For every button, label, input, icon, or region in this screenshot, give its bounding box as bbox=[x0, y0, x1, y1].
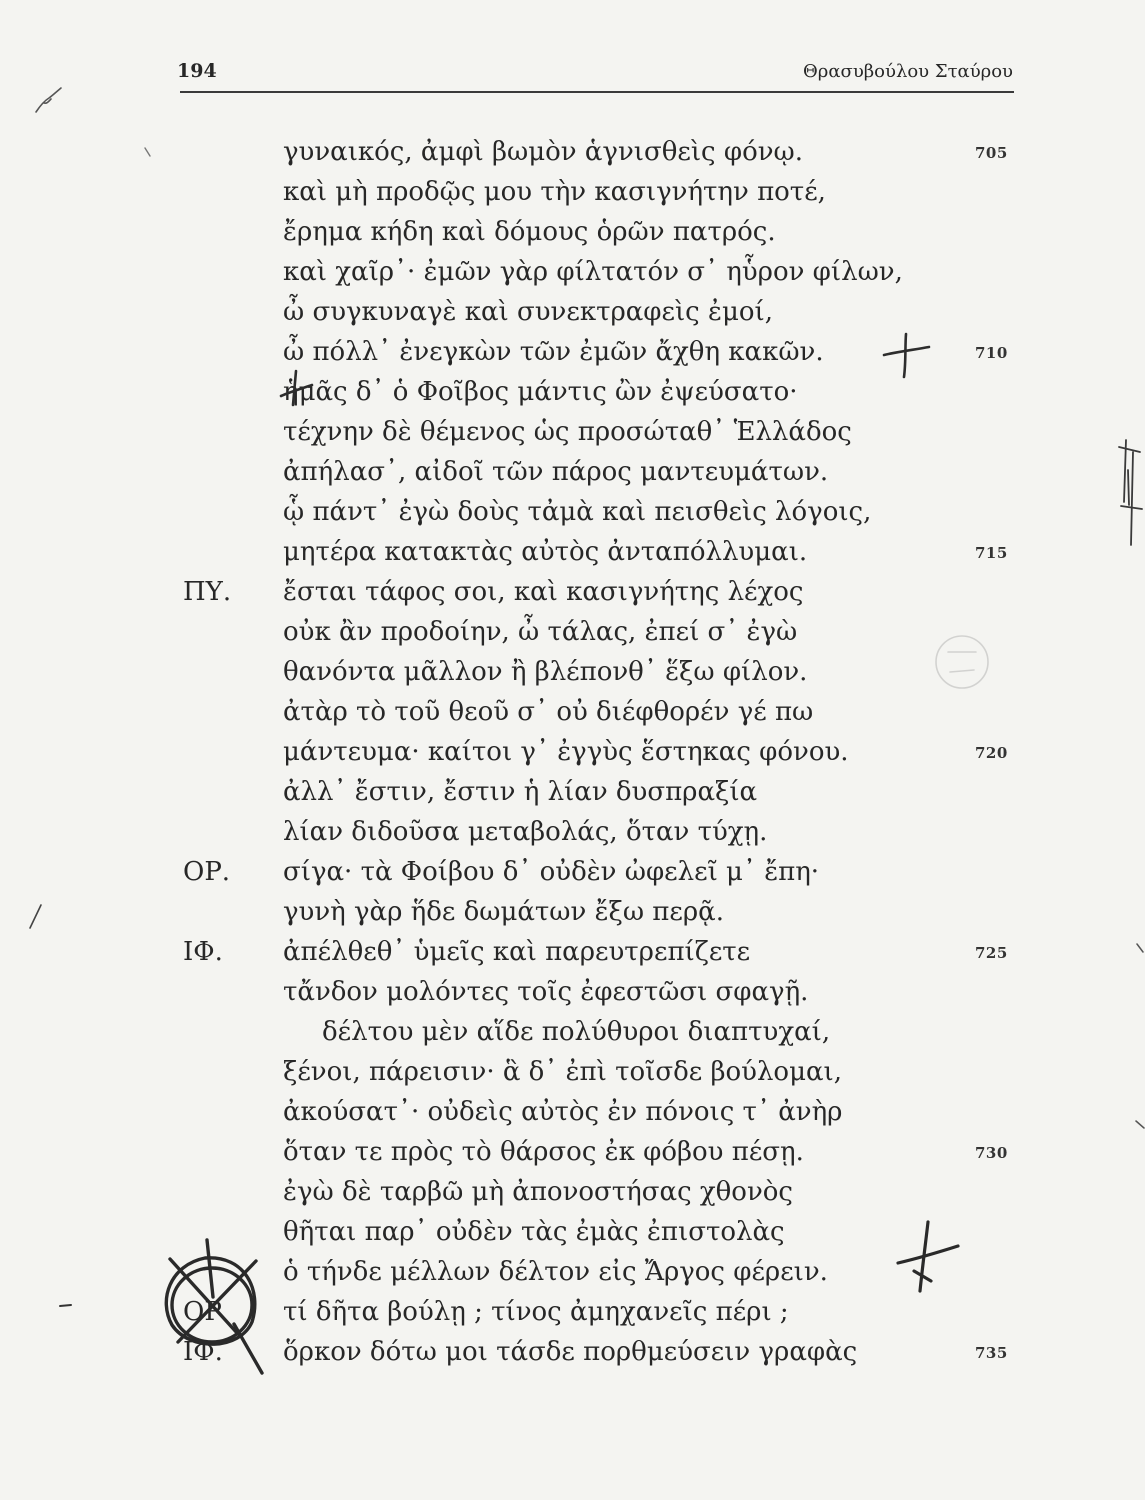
verse-text: ἀλλ᾽ ἔστιν, ἔστιν ἡ λίαν δυσπραξία bbox=[283, 777, 758, 807]
verse-line bbox=[0, 1052, 1145, 1092]
verse-text: ὦ συγκυναγὲ καὶ συνεκτραφεὶς ἐμοί, bbox=[283, 297, 773, 327]
verse-text: θανόντα μᾶλλον ἢ βλέπονθ᾽ ἕξω φίλον. bbox=[283, 657, 808, 687]
verse-line bbox=[0, 492, 1145, 532]
verse-text: ἐγὼ δὲ ταρβῶ μὴ ἀπονοστήσας χθονὸς bbox=[283, 1177, 793, 1207]
speaker-label: ΟΡ bbox=[183, 1297, 222, 1327]
verse-text: ὅρκον δότω μοι τάσδε πορθμεύσειν γραφὰς bbox=[283, 1337, 858, 1367]
verse-line bbox=[0, 1092, 1145, 1132]
verse-text: ὁ τήνδε μέλλων δέλτον εἰς Ἄργος φέρειν. bbox=[283, 1257, 828, 1287]
verse-text: καὶ χαῖρ᾽· ἐμῶν γὰρ φίλτατόν σ᾽ ηὗρον φίλων, bbox=[283, 257, 903, 287]
verse-line bbox=[0, 892, 1145, 932]
verse-text: δέλτου μὲν αἵδε πολύθυροι διαπτυχαί, bbox=[322, 1017, 831, 1047]
verse-line bbox=[0, 1292, 1145, 1332]
verse-line bbox=[0, 852, 1145, 892]
verse-text: ὅταν τε πρὸς τὸ θάρσος ἐκ φόβου πέσῃ. bbox=[283, 1137, 804, 1167]
verse-line bbox=[0, 652, 1145, 692]
verse-text: ἀπήλασ᾽, αἰδοῖ τῶν πάρος μαντευμάτων. bbox=[283, 457, 829, 487]
verse-text: τἄνδον μολόντες τοῖς ἐφεστῶσι σφαγῇ. bbox=[283, 977, 809, 1007]
running-title: Θρασυβούλου Σταύρου bbox=[803, 61, 1013, 82]
verse-line bbox=[0, 172, 1145, 212]
verse-line bbox=[0, 452, 1145, 492]
verse-line bbox=[0, 692, 1145, 732]
verse-text: ξένοι, πάρεισιν· ἃ δ᾽ ἐπὶ τοῖσδε βούλομαι, bbox=[283, 1057, 842, 1087]
speaker-label: ΙΦ. bbox=[183, 1337, 223, 1367]
verse-line bbox=[0, 732, 1145, 772]
verse-line bbox=[0, 932, 1145, 972]
verse-text: γυναικός, ἀμφὶ βωμὸν ἁγνισθεὶς φόνῳ. bbox=[283, 137, 803, 167]
verse-line bbox=[0, 772, 1145, 812]
verse-line bbox=[0, 1012, 1145, 1052]
verse-line bbox=[0, 612, 1145, 652]
verse-line bbox=[0, 252, 1145, 292]
verse-line bbox=[0, 572, 1145, 612]
verse-text: τέχνην δὲ θέμενος ὡς προσώταθ᾽ Ἑλλάδος bbox=[283, 417, 852, 447]
verse-text: ὦ πόλλ᾽ ἐνεγκὼν τῶν ἐμῶν ἄχθη κακῶν. bbox=[283, 337, 824, 367]
verse-text: ἡμᾶς δ᾽ ὁ Φοῖβος μάντις ὢν ἐψεύσατο· bbox=[283, 377, 798, 407]
speaker-label: ΠΥ. bbox=[183, 577, 232, 607]
verse-text: οὐκ ἂν προδοίην, ὦ τάλας, ἐπεί σ᾽ ἐγὼ bbox=[283, 617, 798, 647]
line-number: 710 bbox=[975, 344, 1008, 362]
verse-line bbox=[0, 1332, 1145, 1372]
speaker-label: ΙΦ. bbox=[183, 937, 223, 967]
verse-block bbox=[0, 132, 1145, 1372]
verse-line bbox=[0, 972, 1145, 1012]
verse-text: θῆται παρ᾽ οὐδὲν τὰς ἐμὰς ἐπιστολὰς bbox=[283, 1217, 785, 1247]
verse-text: ἀτὰρ τὸ τοῦ θεοῦ σ᾽ οὐ διέφθορέν γέ πω bbox=[283, 697, 814, 727]
verse-line bbox=[0, 812, 1145, 852]
line-number: 725 bbox=[975, 944, 1008, 962]
line-number: 735 bbox=[975, 1344, 1008, 1362]
verse-line bbox=[0, 372, 1145, 412]
line-number: 705 bbox=[975, 144, 1008, 162]
verse-line bbox=[0, 1132, 1145, 1172]
line-number: 715 bbox=[975, 544, 1008, 562]
verse-line bbox=[0, 1212, 1145, 1252]
verse-line bbox=[0, 1252, 1145, 1292]
verse-line bbox=[0, 132, 1145, 172]
page-number: 194 bbox=[177, 60, 217, 82]
verse-text: λίαν διδοῦσα μεταβολάς, ὅταν τύχῃ. bbox=[283, 817, 768, 847]
verse-line bbox=[0, 532, 1145, 572]
verse-text: γυνὴ γὰρ ἥδε δωμάτων ἔξω περᾷ. bbox=[283, 897, 724, 927]
header-rule bbox=[180, 91, 1014, 93]
verse-text: σίγα· τὰ Φοίβου δ᾽ οὐδὲν ὠφελεῖ μ᾽ ἔπη· bbox=[283, 857, 820, 887]
verse-text: καὶ μὴ προδῷς μου τὴν κασιγνήτην ποτέ, bbox=[283, 177, 826, 207]
verse-line bbox=[0, 212, 1145, 252]
verse-text: μητέρα κατακτὰς αὐτὸς ἀνταπόλλυμαι. bbox=[283, 537, 808, 567]
verse-line bbox=[0, 332, 1145, 372]
verse-text: ᾧ πάντ᾽ ἐγὼ δοὺς τἀμὰ καὶ πεισθεὶς λόγοις, bbox=[283, 497, 872, 527]
verse-line bbox=[0, 1172, 1145, 1212]
verse-text: μάντευμα· καίτοι γ᾽ ἐγγὺς ἕστηκας φόνου. bbox=[283, 737, 849, 767]
verse-line bbox=[0, 292, 1145, 332]
verse-text: ἔσται τάφος σοι, καὶ κασιγνήτης λέχος bbox=[283, 577, 804, 607]
verse-line bbox=[0, 412, 1145, 452]
line-number: 720 bbox=[975, 744, 1008, 762]
verse-text: ἀπέλθεθ᾽ ὑμεῖς καὶ παρευτρεπίζετε bbox=[283, 937, 751, 967]
verse-text: ἀκούσατ᾽· οὐδεὶς αὐτὸς ἐν πόνοις τ᾽ ἀνὴρ bbox=[283, 1097, 843, 1127]
verse-text: τί δῆτα βούλῃ ; τίνος ἀμηχανεῖς πέρι ; bbox=[283, 1297, 789, 1327]
pencil-squiggle-mark bbox=[36, 88, 61, 112]
verse-text: ἔρημα κήδη καὶ δόμους ὁρῶν πατρός. bbox=[283, 217, 776, 247]
line-number: 730 bbox=[975, 1144, 1008, 1162]
speaker-label: ΟΡ. bbox=[183, 857, 231, 887]
